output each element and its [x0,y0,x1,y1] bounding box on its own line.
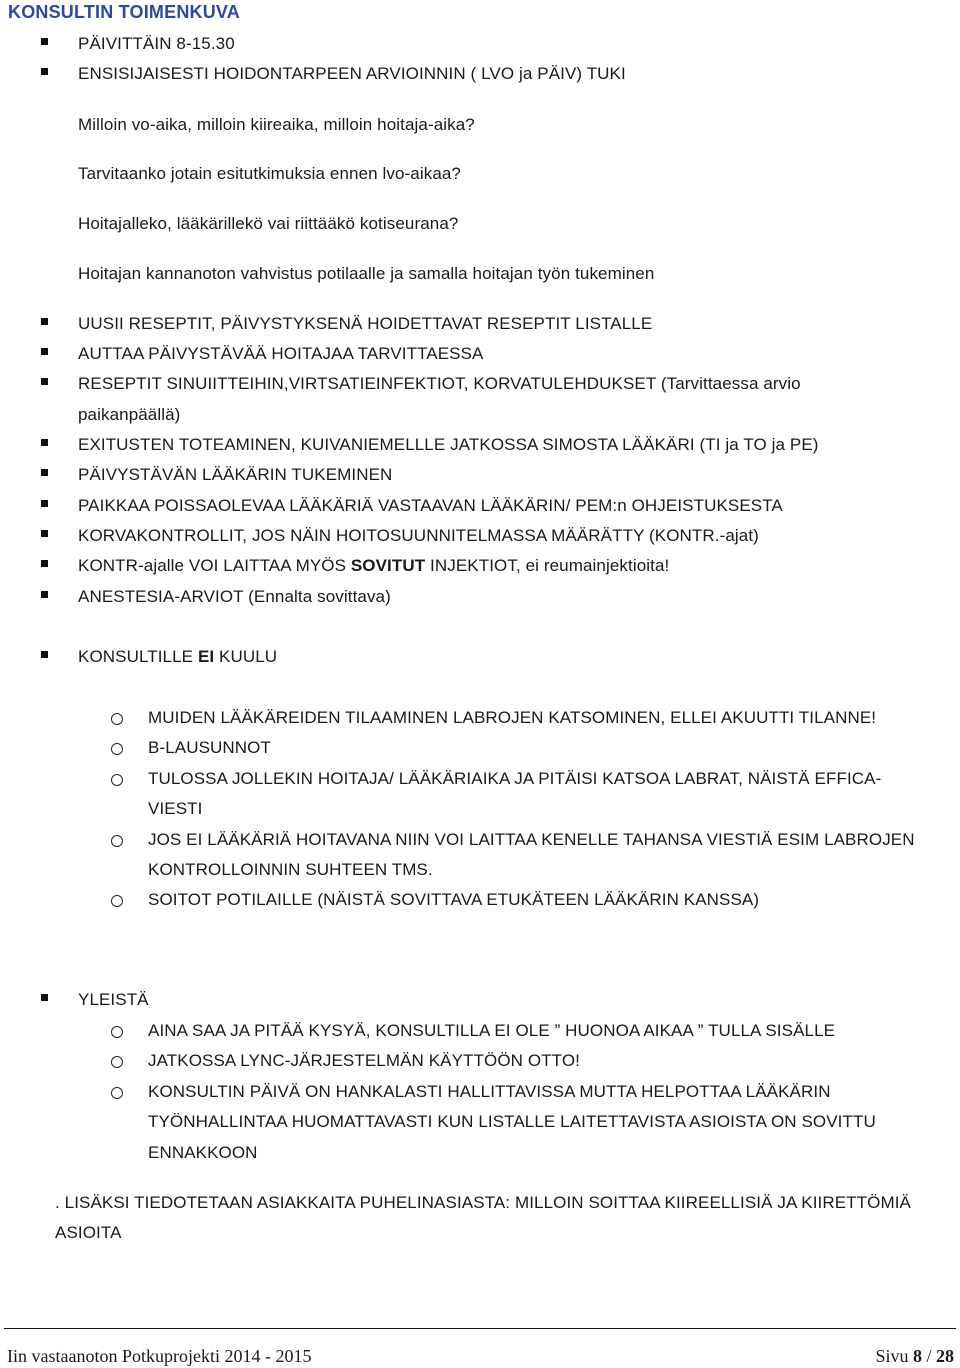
page-title: KONSULTIN TOIMENKUVA [8,2,240,22]
list-item-reseptit-cont: paikanpäällä) [78,405,181,424]
square-bullet-icon [41,38,48,45]
footer-page-number [875,1346,954,1367]
list-item-anestesia: ANESTESIA-ARVIOT (Ennalta sovittava) [78,587,391,606]
square-bullet-icon [41,591,48,598]
sub-item-muiden: MUIDEN LÄÄKÄREIDEN TILAAMINEN LABROJEN KATSOMINEN, ELLEI AKUUTTI TILANNE! [148,708,877,727]
footer-page-total: 28 [936,1346,954,1366]
square-bullet-icon [41,348,48,355]
square-bullet-icon [41,378,48,385]
square-bullet-icon [41,530,48,537]
circle-bullet-icon [111,895,123,907]
sub-item-jos-ei-cont: KONTROLLOINNIN SUHTEEN TMS. [148,860,433,879]
sub-item-tulossa: TULOSSA JOLLEKIN HOITAJA/ LÄÄKÄRIAIKA JA PITÄISI KATSOA LABRAT, NÄISTÄ EFFICA- [148,769,882,788]
konsultille-text-bold: EI [197,647,215,666]
list-item-paivystavan: PÄIVYSTÄVÄN LÄÄKÄRIN TUKEMINEN [78,465,393,484]
list-item-auttaa: AUTTAA PÄIVYSTÄVÄÄ HOITAJAA TARVITTAESSA [78,344,484,363]
paragraph-sub3: Hoitajalleko, lääkärillekö vai riittääkö kotiseurana? [78,214,459,233]
circle-bullet-icon [111,774,123,786]
list-item-ensisijaisesti: ENSISIJAISESTI HOIDONTARPEEN ARVIOINNIN ( LVO ja PÄIV) TUKI [78,64,626,83]
circle-bullet-icon [111,1026,123,1038]
konsultille-text-pre: KONSULTILLE [78,647,198,666]
list-item-kontr [78,556,669,576]
paragraph-lisaksi: . LISÄKSI TIEDOTETAAN ASIAKKAITA PUHELINASIASTA: MILLOIN SOITTAA KIIREELLISIÄ JA KIIRETTÖMIÄ [55,1193,911,1212]
sub-item-b-lausunnot: B-LAUSUNNOT [148,738,271,757]
footer-page-sep: / [921,1346,936,1366]
list-item-uusii: UUSII RESEPTIT, PÄIVYSTYKSENÄ HOIDETTAVAT RESEPTIT LISTALLE [78,314,653,333]
kontr-text-post: INJEKTIOT, ei reumainjektioita! [425,556,670,575]
paragraph-sub2: Tarvitaanko jotain esitutkimuksia ennen lvo-aikaa? [78,164,461,183]
square-bullet-icon [41,469,48,476]
list-item-paikkaa: PAIKKAA POISSAOLEVAA LÄÄKÄRIÄ VASTAAVAN LÄÄKÄRIN/ PEM:n OHJEISTUKSESTA [78,496,783,515]
sub-item-lync: JATKOSSA LYNC-JÄRJESTELMÄN KÄYTTÖÖN OTTO! [148,1051,581,1070]
kontr-text-pre: KONTR-ajalle VOI LAITTAA MYÖS [78,556,351,575]
square-bullet-icon [41,560,48,567]
konsultille-text-post: KUULU [214,647,278,666]
list-item-konsultille [78,647,277,667]
circle-bullet-icon [111,713,123,725]
square-bullet-icon [41,500,48,507]
sub-item-konsultin-paiva-cont2: ENNAKKOON [148,1143,258,1162]
square-bullet-icon [41,318,48,325]
list-item-reseptit: RESEPTIT SINUIITTEIHIN,VIRTSATIEINFEKTIOT, KORVATULEHDUKSET (Tarvittaessa arvio [78,374,801,393]
circle-bullet-icon [111,835,123,847]
kontr-text-bold: SOVITUT [350,556,426,575]
paragraph-sub4: Hoitajan kannanoton vahvistus potilaalle ja samalla hoitajan työn tukeminen [78,264,655,283]
paragraph-sub1: Milloin vo-aika, milloin kiireaika, milloin hoitaja-aika? [78,115,475,134]
section-heading-yleista: YLEISTÄ [78,990,149,1009]
paragraph-lisaksi-cont: ASIOITA [55,1223,122,1242]
square-bullet-icon [41,994,48,1001]
list-item-exitusten: EXITUSTEN TOTEAMINEN, KUIVANIEMELLLE JATKOSSA SIMOSTA LÄÄKÄRI (TI ja TO ja PE) [78,435,819,454]
sub-item-tulossa-cont: VIESTI [148,799,203,818]
list-item-korvakontrollit: KORVAKONTROLLIT, JOS NÄIN HOITOSUUNNITELMASSA MÄÄRÄTTY (KONTR.-ajat) [78,526,759,545]
square-bullet-icon [41,651,48,658]
sub-item-konsultin-paiva: KONSULTIN PÄIVÄ ON HANKALASTI HALLITTAVISSA MUTTA HELPOTTAA LÄÄKÄRIN [148,1082,831,1101]
list-item-paivittain: PÄIVITTÄIN 8-15.30 [78,34,235,53]
sub-item-aina-saa: AINA SAA JA PITÄÄ KYSYÄ, KONSULTILLA EI OLE ” HUONOA AIKAA ” TULLA SISÄLLE [148,1021,836,1040]
footer-divider [4,1328,956,1329]
footer-page-current: 8 [912,1346,922,1366]
circle-bullet-icon [111,743,123,755]
footer-project: Iin vastaanoton Potkuprojekti 2014 - 2015 [7,1346,312,1366]
sub-item-konsultin-paiva-cont1: TYÖNHALLINTAA HUOMATTAVASTI KUN LISTALLE LAITETTAVISTA ASIOISTA ON SOVITTU [148,1112,876,1131]
sub-item-soitot: SOITOT POTILAILLE (NÄISTÄ SOVITTAVA ETUKÄTEEN LÄÄKÄRIN KANSSA) [148,890,760,909]
square-bullet-icon [41,68,48,75]
circle-bullet-icon [111,1056,123,1068]
footer-page-prefix: Sivu [875,1346,913,1366]
square-bullet-icon [41,439,48,446]
sub-item-jos-ei: JOS EI LÄÄKÄRIÄ HOITAVANA NIIN VOI LAITTAA KENELLE TAHANSA VIESTIÄ ESIM LABROJEN [148,830,915,849]
circle-bullet-icon [111,1087,123,1099]
